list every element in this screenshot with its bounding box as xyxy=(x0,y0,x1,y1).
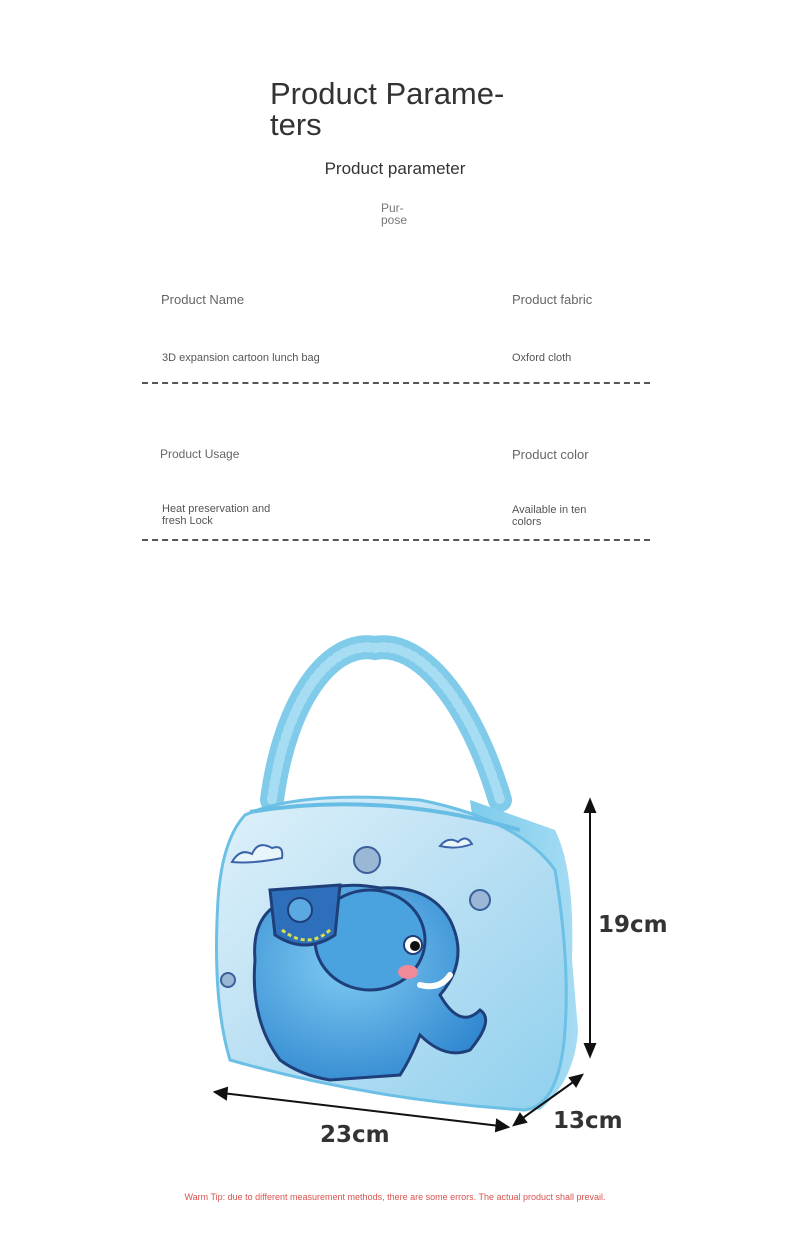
param-label-usage: Product Usage xyxy=(160,447,240,461)
dimension-height: 19cm xyxy=(598,912,668,938)
purpose-label: Pur- pose xyxy=(381,201,408,227)
param-value-fabric: Oxford cloth xyxy=(512,352,572,364)
param-label-fabric: Product fabric xyxy=(512,292,593,307)
param-value-usage: Heat preservation and fresh Lock xyxy=(162,503,271,527)
param-label-name: Product Name xyxy=(161,292,245,307)
section-subtitle: Product parameter xyxy=(324,159,466,178)
warm-tip: Warm Tip: due to different measurement methods, there are some errors. The actual product shall prevail. xyxy=(184,1192,606,1202)
param-value-name: 3D expansion cartoon lunch bag xyxy=(162,352,320,364)
page-title: Product Parame- ters xyxy=(270,76,505,142)
param-value-color: Available in ten colors xyxy=(512,504,587,528)
dimension-depth: 13cm xyxy=(553,1108,623,1134)
param-label-color: Product color xyxy=(512,447,589,462)
dimension-width: 23cm xyxy=(320,1122,390,1148)
